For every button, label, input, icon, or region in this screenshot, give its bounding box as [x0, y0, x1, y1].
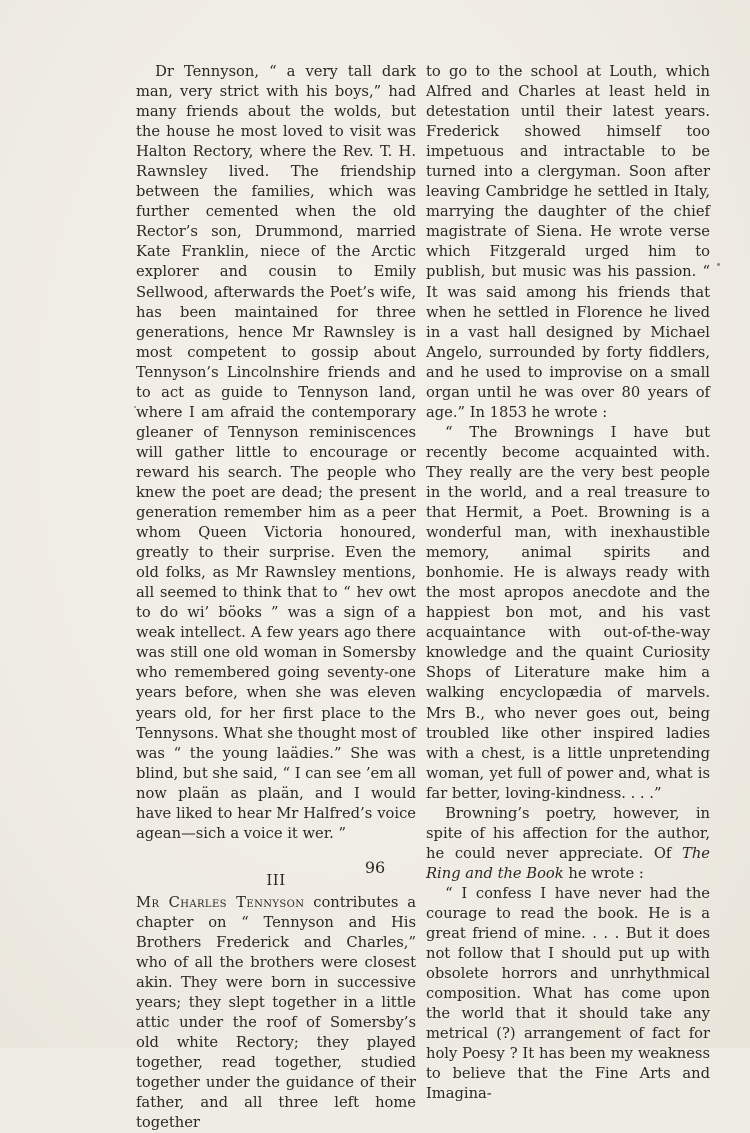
author-name-smallcaps: Mr Charles Tennyson: [136, 893, 305, 911]
section-heading: III: [266, 870, 286, 889]
book-title-italic: The Ring and the Book: [426, 844, 710, 882]
right-paragraph-3-before: Browning’s poetry, however, in spite of his affection for the author, he could never appreciate. Of: [426, 804, 710, 862]
paper-speck: [717, 263, 720, 266]
left-paragraph-2-text: contributes a chapter on “ Tennyson and His Brothers Frederick and Charles,” who of all the brothers were closest akin. They were born in successive years; they slept together in a little attic under the roof of Somersby’s old white Rectory; they played together, read together, studied together under the guidance of their father, and all three left home together: [136, 893, 416, 1132]
left-paragraph-1: Dr Tennyson, “ a very tall dark man, very strict with his boys,” had many friends about the wolds, but the house he most loved to visit was Halton Rectory, where the Rev. T. H. Rawnsley lived. The friendship between the families, which was further cemented when the old Rector’s son, Drummond, married Kate Franklin, niece of the Arctic explorer and cousin to Emily Sellwood, afterwards the Poet’s wife, has been maintained for three generations, hence Mr Rawnsley is most competent to gossip about Tennyson’s Lincolnshire friends and to act as guide to Tennyson land, where I am afraid the contemporary gleaner of Tennyson reminiscences will gather little to encourage or reward his search. The people who knew the poet are dead; the present generation remember him as a peer whom Queen Victoria honoured, greatly to their surprise. Even the old folks, as Mr Rawnsley mentions, all seemed to think that to “ hev owt to do wi’ böoks ” was a sign of a weak intellect. A few years ago there was still one old woman in Somersby who remembered going seventy-one years before, when she was eleven years old, for her first place to the Tennysons. What she thought most of was “ the young laädies.” She was blind, but she said, “ I can see ’em all now plaän as plaän, and I would have liked to hear Mr Halfred’s voice agean—sich a voice it wer. ”: [136, 63, 416, 842]
left-column: [136, 62, 416, 1133]
right-column: [426, 62, 710, 1104]
paper-speck: [134, 406, 136, 408]
left-paragraph-2: [136, 893, 416, 1133]
right-paragraph-4: “ I confess I have never had the courage to read the book. He is a great friend of mine. . . . But it does not follow that I should put up with obsolete horrors and unrhythmical composition. What has come upon the world that it should take any metrical (?) arrangement of fact for holy Poesy ? It has been my weakness to believe that the Fine Arts and Imagina-: [426, 884, 710, 1103]
right-paragraph-1: to go to the school at Louth, which Alfred and Charles at least held in detestation until their latest years. Frederick showed himself too impetuous and intractable to be turned into a clergyman. Soon after leaving Cambridge he settled in Italy, marrying the daughter of the chief magistrate of Siena. He wrote verse which Fitzgerald urged him to publish, but music was his passion. “ It was said among his friends that when he settled in Florence he lived in a vast hall designed by Michael Angelo, surrounded by forty fiddlers, and he used to improvise on a small organ until he was over 80 years of age.” In 1853 he wrote :: [426, 63, 710, 421]
page-number: 96: [364, 858, 386, 877]
right-paragraph-3-after: he wrote :: [563, 864, 644, 882]
right-paragraph-2: “ The Brownings I have but recently become acquainted with. They really are the very best people in the world, and a real treasure to that Hermit, a Poet. Browning is a wonderful man, with inexhaustible memory, animal spirits and bonhomie. He is always ready with the most apropos anecdote and the happiest bon mot, and his vast acquaintance with out-of-the-way knowledge and the quaint Curiosity Shops of Literature make him a walking encyclopædia of marvels. Mrs B., who never goes out, being troubled like other inspired ladies with a chest, is a little unpretending woman, yet full of power and, what is far better, loving-kindness. . . .”: [426, 423, 710, 802]
